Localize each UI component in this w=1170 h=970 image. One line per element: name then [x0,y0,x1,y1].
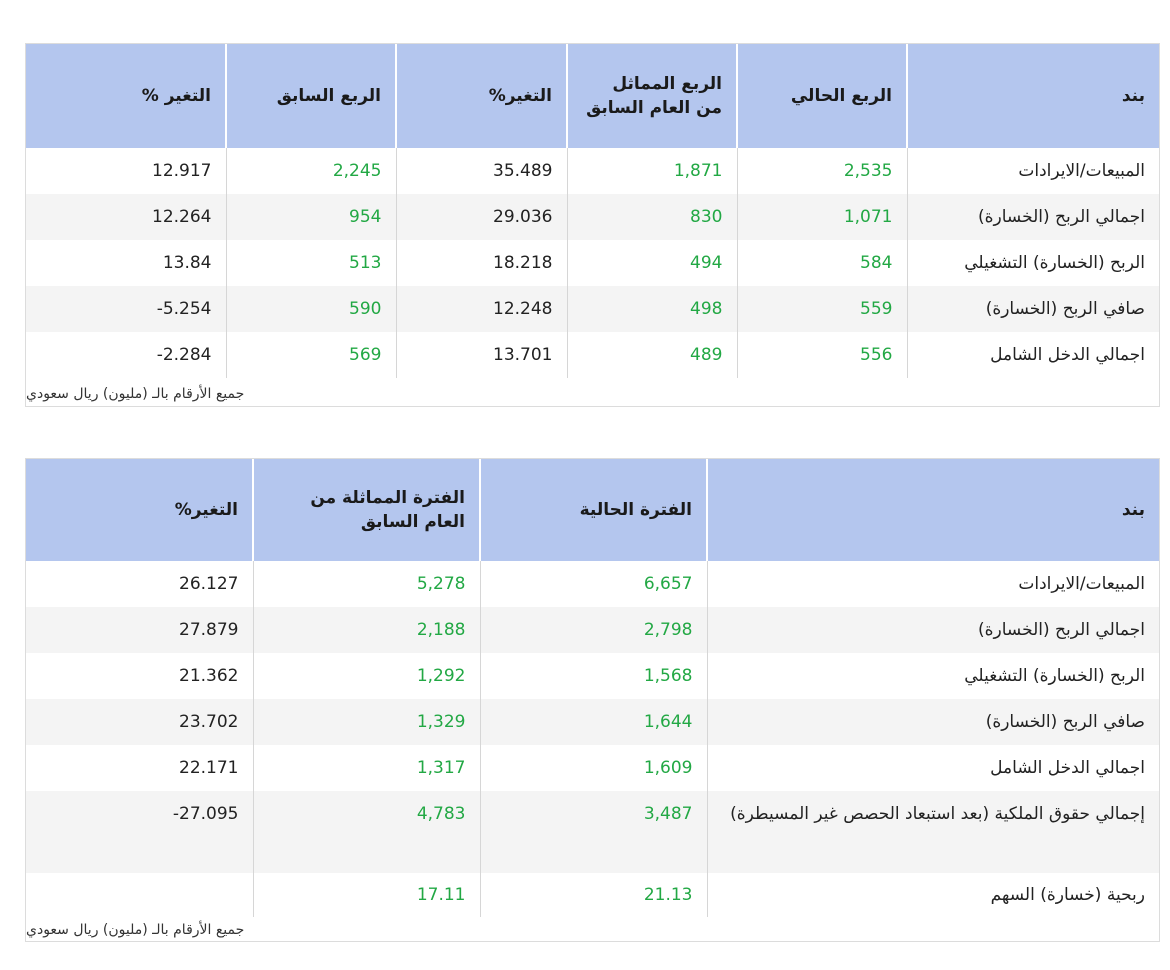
same-last-year-value: 498 [567,286,737,332]
previous-value: 590 [226,286,396,332]
header-same-quarter-last-year: الربع المماثل من العام السابق [567,44,737,148]
change-yoy-value: 18.218 [396,240,567,286]
current-value: 6,657 [480,561,707,607]
previous-value: 569 [226,332,396,378]
header-change-yoy: التغير% [396,44,567,148]
table-header-row [26,44,1159,148]
table-row [26,240,1159,286]
change-qoq-value: 2.284- [156,345,212,365]
previous-value: 2,245 [226,148,396,194]
row-item: ربحية (خسارة) السهم [707,873,1159,917]
same-last-year-value: 489 [567,332,737,378]
currency-note: جميع الأرقام بالـ (مليون) ريال سعودي [26,922,245,938]
same-last-year-value: 830 [567,194,737,240]
current-value: 1,609 [480,745,707,791]
change-yoy-value: 13.701 [396,332,567,378]
change-yoy-value: 12.248 [396,286,567,332]
currency-note: جميع الأرقام بالـ (مليون) ريال سعودي [26,386,245,402]
change-qoq-value: 13.84 [162,253,212,273]
change-value: 21.362 [179,666,239,686]
row-item: المبيعات/الايرادات [907,148,1159,194]
current-value: 556 [737,332,907,378]
previous-value: 954 [226,194,396,240]
previous-value: 513 [226,240,396,286]
table-row [26,873,1159,917]
same-last-year-value: 17.11 [253,873,480,917]
current-value: 2,535 [737,148,907,194]
row-item: صافي الربح (الخسارة) [907,286,1159,332]
row-item: إجمالي حقوق الملكية (بعد استبعاد الحصص غير المسيطرة) [707,791,1159,873]
change-value [26,873,253,917]
table-row [26,745,1159,791]
change-value: 26.127 [179,574,239,594]
quarterly-results-panel [25,43,1160,407]
table-row [26,194,1159,240]
current-value: 2,798 [480,607,707,653]
same-last-year-value: 494 [567,240,737,286]
header-current-period: الفترة الحالية [480,459,707,561]
period-results-panel [25,458,1160,942]
row-item: اجمالي الدخل الشامل [907,332,1159,378]
table-header-row [26,459,1159,561]
row-item: اجمالي الربح (الخسارة) [907,194,1159,240]
table-row [26,332,1159,378]
row-item: اجمالي الربح (الخسارة) [707,607,1159,653]
current-value: 1,071 [737,194,907,240]
table-row [26,148,1159,194]
table-row [26,791,1159,873]
change-qoq-value: 5.254- [26,286,226,332]
same-last-year-value: 1,329 [253,699,480,745]
row-item: صافي الربح (الخسارة) [707,699,1159,745]
current-value: 3,487 [480,791,707,873]
row-item: المبيعات/الايرادات [707,561,1159,607]
same-last-year-value: 1,317 [253,745,480,791]
header-change-qoq: التغير % [26,44,226,148]
row-item: الربح (الخسارة) التشغيلي [907,240,1159,286]
same-last-year-value: 4,783 [253,791,480,873]
same-last-year-value: 1,871 [567,148,737,194]
table-row [26,607,1159,653]
quarterly-results-table [26,44,1159,378]
same-last-year-value: 5,278 [253,561,480,607]
change-qoq-value: 12.917 [152,161,212,181]
change-value: 27.095- [26,791,253,873]
current-value: 559 [737,286,907,332]
header-same-period-last-year: الفترة المماثلة من العام السابق [253,459,480,561]
period-results-table [26,459,1159,917]
header-current-quarter: الربع الحالي [737,44,907,148]
change-qoq-value: 12.264 [26,194,226,240]
change-yoy-value: 29.036 [396,194,567,240]
change-value: 27.879 [26,607,253,653]
current-value: 1,644 [480,699,707,745]
table-row [26,699,1159,745]
header-change: التغير% [26,459,253,561]
current-value: 21.13 [480,873,707,917]
table-row [26,286,1159,332]
change-yoy-value: 35.489 [396,148,567,194]
current-value: 584 [737,240,907,286]
table-row [26,653,1159,699]
change-value: 22.171 [179,758,239,778]
same-last-year-value: 1,292 [253,653,480,699]
change-value: 23.702 [26,699,253,745]
row-item: الربح (الخسارة) التشغيلي [707,653,1159,699]
table-row [26,561,1159,607]
row-item: اجمالي الدخل الشامل [707,745,1159,791]
same-last-year-value: 2,188 [253,607,480,653]
header-previous-quarter: الربع السابق [226,44,396,148]
header-item: بند [707,459,1159,561]
current-value: 1,568 [480,653,707,699]
header-item: بند [907,44,1159,148]
